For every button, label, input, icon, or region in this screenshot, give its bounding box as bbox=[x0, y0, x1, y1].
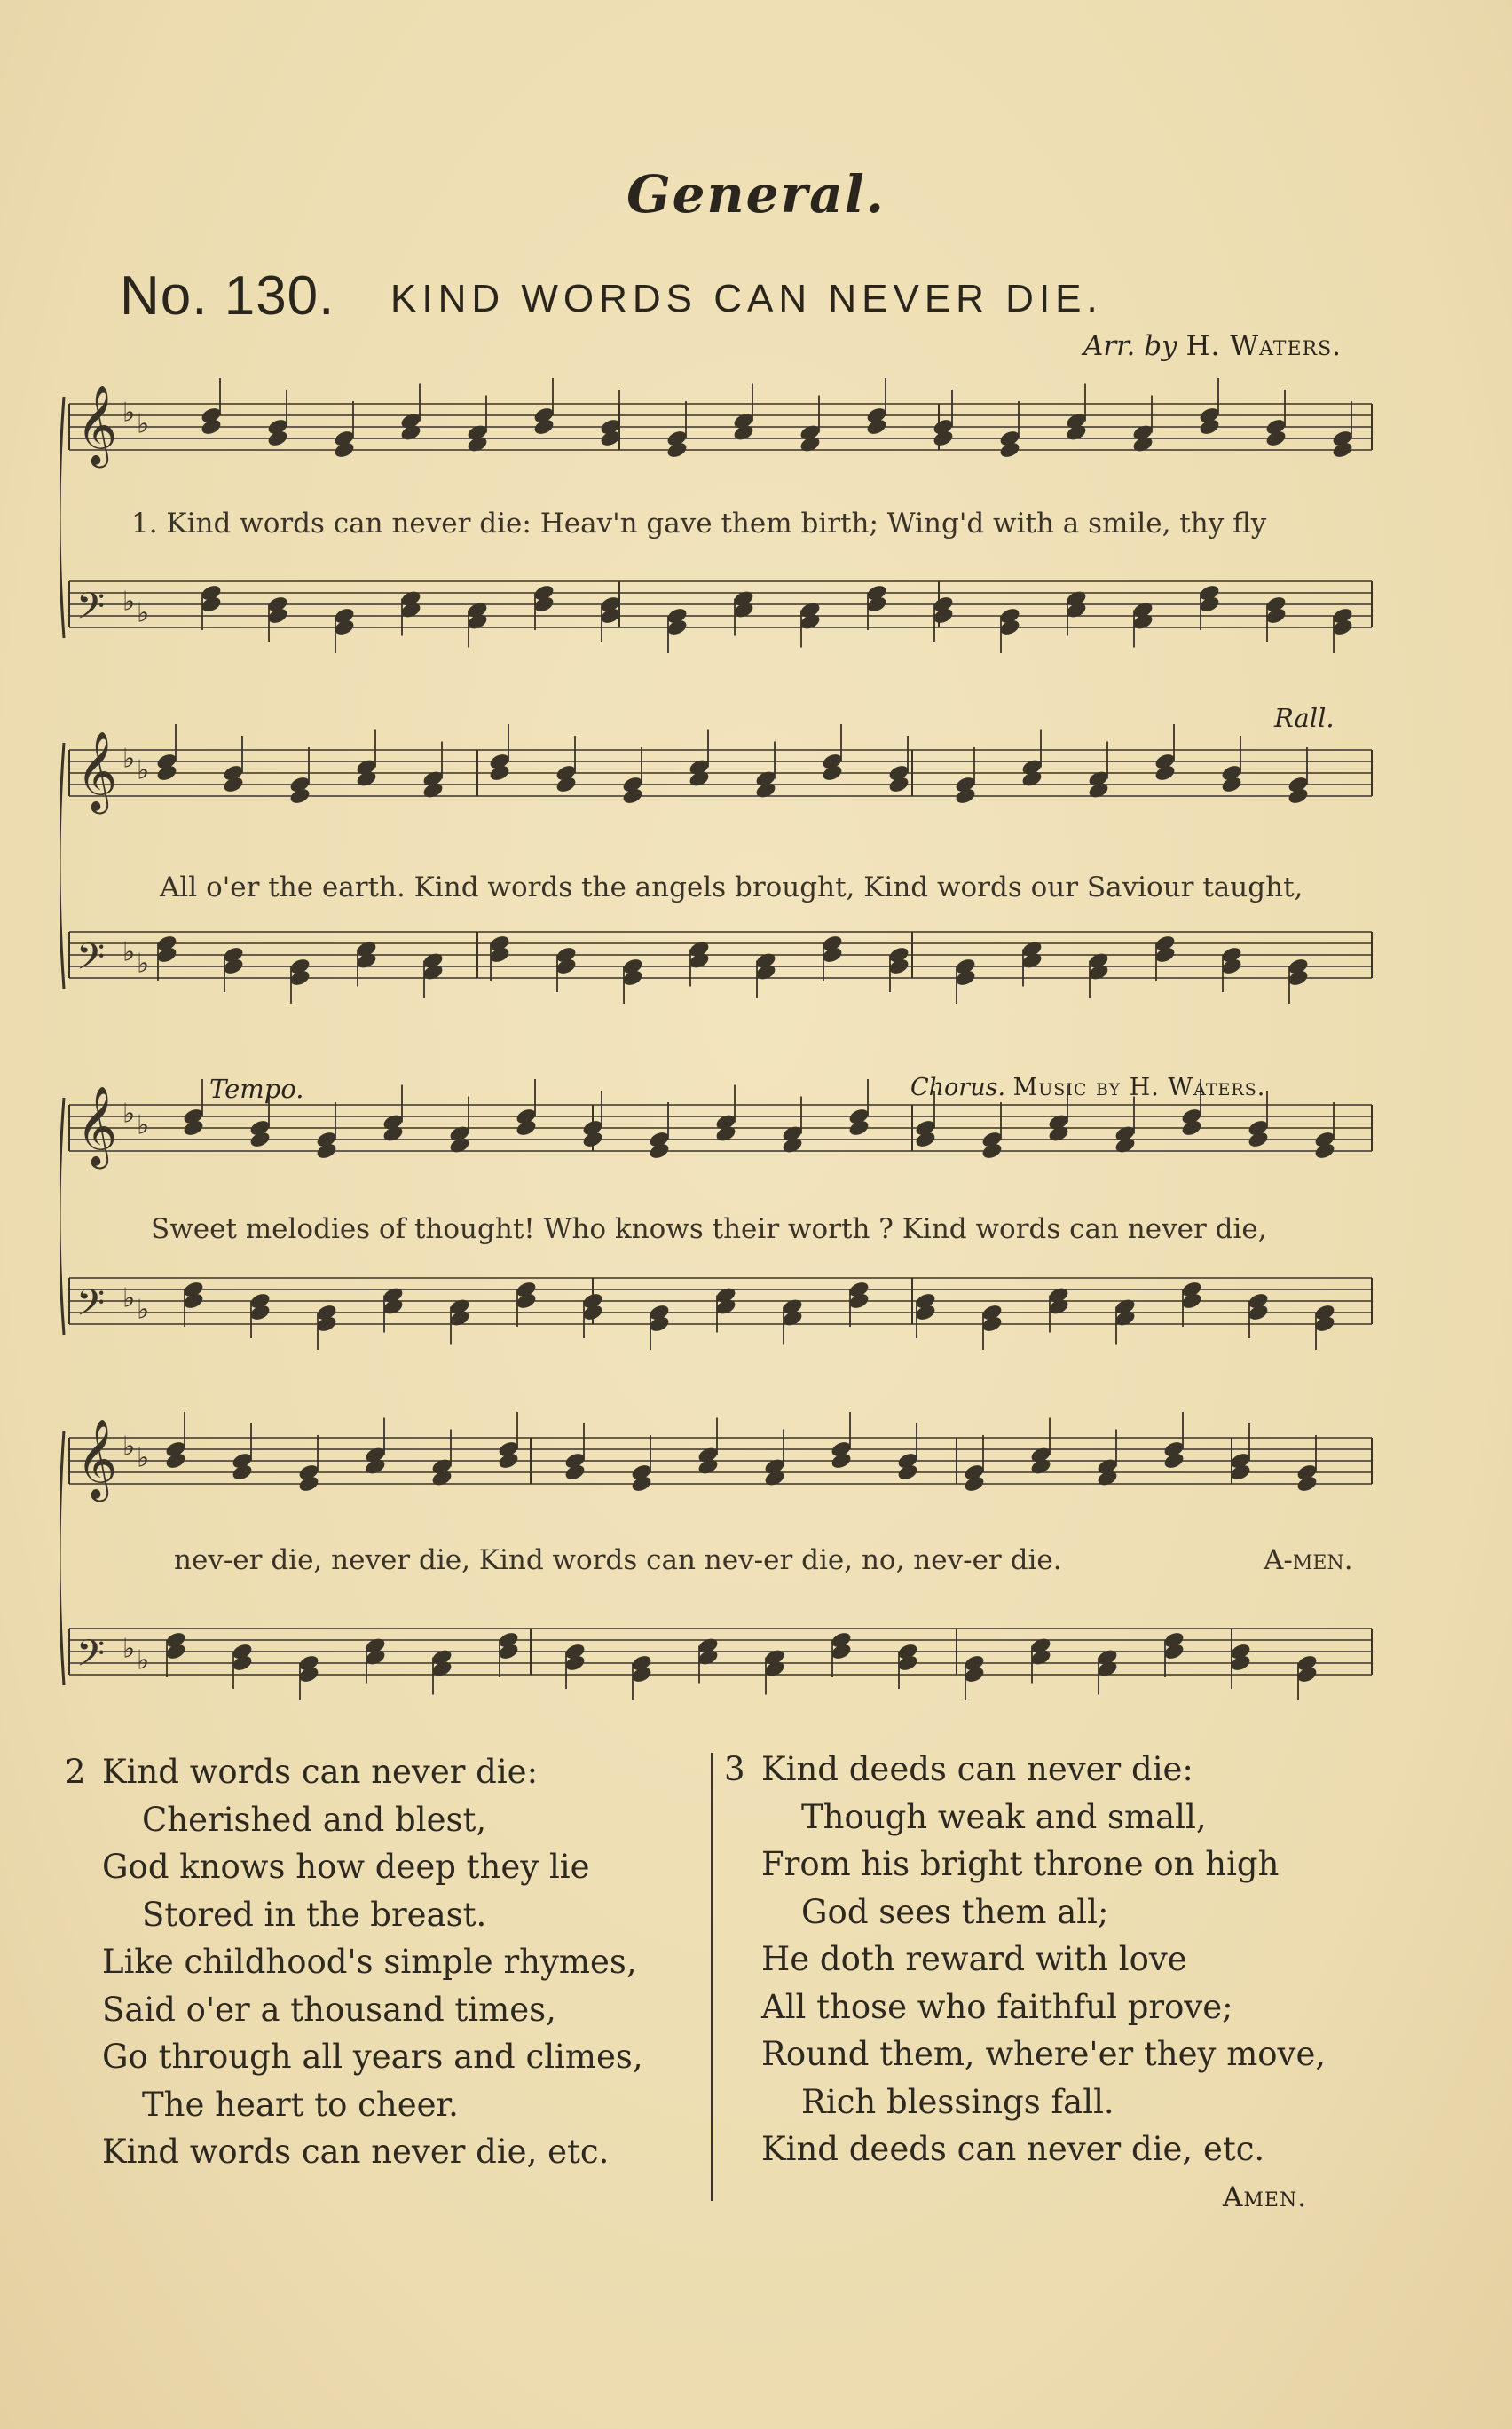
chorus-heading bbox=[910, 1074, 1265, 1101]
svg-text:𝄢: 𝄢 bbox=[76, 585, 106, 636]
amen-lyric: A-men. bbox=[1264, 1544, 1353, 1576]
chorus-credit: Music by H. Waters. bbox=[1012, 1074, 1266, 1101]
verse-line: God knows how deep they lie bbox=[102, 1848, 590, 1886]
svg-text:♭: ♭ bbox=[137, 408, 150, 440]
tempo-marking: Tempo. bbox=[209, 1074, 304, 1104]
hymn-number: No. 130. bbox=[120, 265, 335, 327]
verse-line: God sees them all; bbox=[801, 1892, 1109, 1931]
lyric-line-2: All o'er the earth. Kind words the angels brought, Kind words our Saviour taught, bbox=[160, 871, 1303, 903]
svg-text:♭: ♭ bbox=[137, 1294, 150, 1326]
lyric-line-4: nev-er die, never die, Kind words can nev-er die, no, nev-er die. bbox=[174, 1544, 1062, 1576]
svg-text:𝄞: 𝄞 bbox=[76, 1086, 118, 1166]
verse-line: From his bright throne on high bbox=[761, 1845, 1280, 1883]
lyric-line-3: Sweet melodies of thought! Who knows their worth ? Kind words can never die, bbox=[151, 1213, 1267, 1245]
verse-2 bbox=[65, 1748, 643, 2176]
verse-line: Rich blessings fall. bbox=[801, 2082, 1114, 2121]
svg-text:𝄢: 𝄢 bbox=[76, 935, 106, 987]
verse-line: Go through all years and climes, bbox=[102, 2038, 643, 2076]
svg-text:♭: ♭ bbox=[122, 586, 136, 618]
svg-text:♭: ♭ bbox=[137, 1109, 150, 1141]
svg-text:♭: ♭ bbox=[137, 1442, 150, 1474]
verse-line: Said o'er a thousand times, bbox=[102, 1990, 556, 2029]
svg-text:♭: ♭ bbox=[122, 1633, 136, 1665]
arranger-label: Arr. by bbox=[1083, 330, 1177, 362]
svg-text:♭: ♭ bbox=[137, 948, 150, 980]
svg-text:𝄞: 𝄞 bbox=[76, 385, 118, 465]
verse-line: The heart to cheer. bbox=[142, 2085, 459, 2124]
verse-line: Cherished and blest, bbox=[142, 1800, 487, 1839]
music-system-3 bbox=[60, 1065, 1374, 1367]
verse-number: 3 bbox=[724, 1750, 745, 1788]
music-system-1 bbox=[60, 373, 1374, 666]
svg-text:♭: ♭ bbox=[122, 743, 136, 775]
svg-text:♭: ♭ bbox=[122, 397, 136, 429]
hymn-title: KIND WORDS CAN NEVER DIE. bbox=[390, 277, 1103, 320]
arranger-credit bbox=[1083, 330, 1342, 362]
verse-line: Kind words can never die, etc. bbox=[102, 2133, 610, 2171]
music-system-4 bbox=[60, 1402, 1374, 1722]
arranger-name: H. Waters. bbox=[1185, 330, 1342, 362]
svg-text:♭: ♭ bbox=[122, 1282, 136, 1314]
chorus-label: Chorus. bbox=[910, 1074, 1006, 1101]
verse-line: All those who faithful prove; bbox=[761, 1987, 1233, 2026]
svg-text:♭: ♭ bbox=[122, 1098, 136, 1130]
svg-text:𝄞: 𝄞 bbox=[76, 1419, 118, 1499]
verse-line: Though weak and small, bbox=[801, 1797, 1207, 1836]
closing-amen: Amen. bbox=[1223, 2181, 1308, 2213]
svg-text:♭: ♭ bbox=[122, 1431, 136, 1463]
verse-line: He doth reward with love bbox=[761, 1940, 1187, 1978]
svg-text:♭: ♭ bbox=[137, 597, 150, 629]
verse-3 bbox=[724, 1746, 1327, 2173]
music-system-2 bbox=[60, 703, 1374, 1038]
svg-text:𝄞: 𝄞 bbox=[76, 731, 118, 811]
rall-marking: Rall. bbox=[1274, 703, 1335, 733]
verse-line: Kind words can never die: bbox=[102, 1753, 539, 1791]
svg-text:♭: ♭ bbox=[137, 1644, 150, 1676]
svg-text:𝄢: 𝄢 bbox=[76, 1632, 106, 1684]
verse-line: Stored in the breast. bbox=[142, 1895, 487, 1934]
lyric-line-1: 1. Kind words can never die: Heav'n gave them birth; Wing'd with a smile, thy fly bbox=[131, 508, 1267, 540]
verse-number: 2 bbox=[65, 1753, 86, 1791]
svg-text:♭: ♭ bbox=[122, 936, 136, 968]
verse-line: Round them, where'er they move, bbox=[761, 2035, 1327, 2073]
column-divider bbox=[711, 1753, 713, 2201]
section-title: General. bbox=[626, 164, 886, 225]
verse-line: Kind deeds can never die: bbox=[761, 1750, 1193, 1788]
svg-text:𝄢: 𝄢 bbox=[76, 1282, 106, 1333]
svg-text:♭: ♭ bbox=[137, 754, 150, 786]
verse-line: Kind deeds can never die, etc. bbox=[761, 2130, 1265, 2168]
verse-line: Like childhood's simple rhymes, bbox=[102, 1943, 637, 1981]
